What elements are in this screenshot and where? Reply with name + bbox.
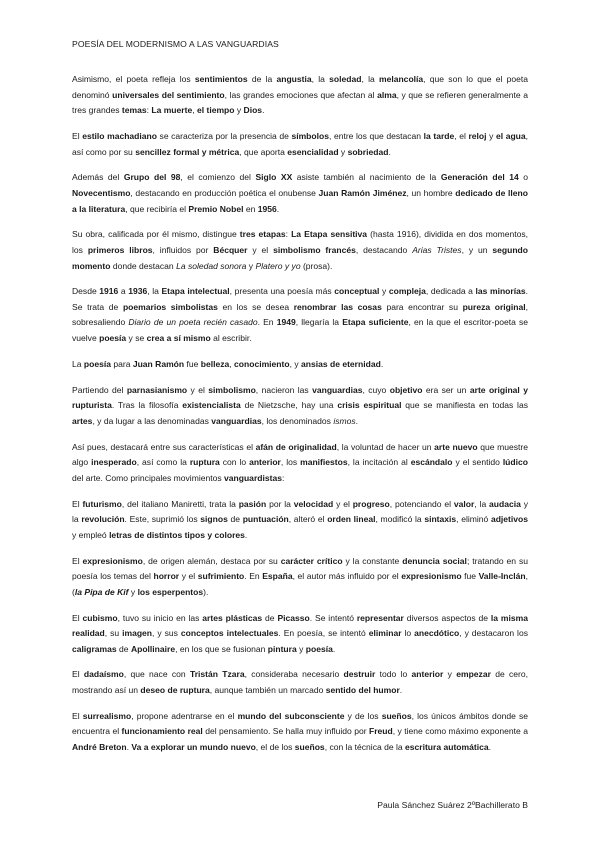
bold-text: sueños [294,742,325,753]
bold-text: 1956 [257,203,277,214]
bold-text: arte original y rupturista [72,384,528,411]
bold-text: escritura automática [405,742,489,753]
bold-text: progreso [352,498,390,509]
bold-text: audacia [489,498,521,509]
bold-text: España [262,571,293,582]
bold-text: soledad [329,74,362,84]
text-run: , entre los que destacan [328,130,424,141]
bold-text: 1949 [276,317,296,328]
text-run: . En [244,571,263,582]
bold-text: denuncia social [402,555,467,566]
text-run: en los se desea [217,301,294,312]
page-footer-author: Paula Sánchez Suárez 2ºBachillerato B [377,800,528,810]
text-run: , el de los [255,742,295,753]
text-run: , con la técnica de la [324,742,405,753]
bold-text: pintura [267,643,297,654]
text-run: , presenta una poesía más [229,286,335,297]
text-run: de [262,612,278,623]
text-run: , la [147,286,162,297]
bold-text: valor [453,498,475,509]
text-run: , destacando [355,244,413,255]
text-run: , aunque también un marcado [209,685,326,696]
bold-text: Juan Ramón Jiménez [318,187,407,198]
bold-text: el agua [495,130,526,141]
bold-text: primeros libros [87,244,153,255]
text-run: . En poesía, se intentó [278,628,369,639]
text-run: asiste también al nacimiento de la [292,172,441,183]
bold-text: Generación del 14 [440,172,519,183]
bold-text: velocidad [293,498,334,509]
text-run: Además del [72,172,124,183]
bold-text: afán de originalidad [255,441,337,452]
bold-text: 1916 [99,286,119,297]
text-run: por la [266,498,294,509]
text-run: , alteró el [288,514,328,525]
bold-text: las minorías [475,286,526,297]
bold-text: objetivo [389,384,423,395]
bold-text: surrealismo [82,710,132,721]
bold-text: funcionamiento real [121,726,203,737]
text-run: , [192,105,197,116]
bold-text: mundo nuevo [199,742,256,753]
bold-text: sobriedad [347,146,389,157]
bold-text: Juan Ramón [132,358,185,369]
text-run: . [244,529,248,540]
text-run: Su obra, calificada por él mismo, distingue [72,229,240,240]
italic-text: ismos [333,415,356,426]
bold-text: crea a sí mismo [146,333,211,344]
bold-text: sufrimiento [197,571,245,582]
bold-text: símbolos [291,130,329,141]
text-run: , y da lugar a las denominadas [92,415,212,426]
paragraph [72,611,528,658]
paragraph [72,227,528,274]
bold-text: Grupo del 98 [123,172,181,183]
text-run: en [243,203,258,214]
text-run: , y tiene como máximo exponente a [392,726,528,737]
bold-text: los esperpentos [137,586,204,597]
text-run: o [518,172,529,183]
text-run: de [116,643,131,654]
text-run: El [72,669,84,680]
text-run: Partiendo del [72,384,127,395]
text-run: , así como por su [72,130,529,157]
bold-text: puntuación [242,514,289,525]
text-run: , que nace con [123,669,190,680]
text-run: y la [72,498,529,525]
bold-text: universales del sentimiento [112,89,225,100]
text-run: : [281,472,285,483]
text-run: , que son lo que el poeta denominó [72,74,528,100]
bold-text: Picasso [277,612,310,623]
text-run: para [110,358,133,369]
text-run: se caracteriza por la presencia de [156,130,292,141]
text-run: , los denominados [261,415,334,426]
text-run: del pensamiento. Se halla muy influido por [202,726,369,737]
bold-text: compleja [388,286,426,297]
bold-text: escándalo [410,457,453,468]
bold-text: deseo de ruptura [140,685,210,696]
bold-text: esencialidad [287,146,339,157]
text-run: . [355,415,359,426]
text-run: era ser un [422,384,470,395]
text-run: y la constante [342,555,403,566]
text-run: ). [203,586,209,597]
bold-text: artes plásticas [202,612,263,623]
text-run: , modificó la [375,514,425,525]
text-run: , eliminó [456,514,491,525]
text-run: . [126,742,132,753]
text-run: y el [247,244,274,255]
text-run: , su [104,628,123,639]
bold-text: Etapa suficiente [342,317,409,328]
bold-text: La Etapa sensitiva [291,229,368,240]
text-run: , cuyo [362,384,390,395]
bold-text: 1936 [128,286,148,297]
bold-text: alma [377,89,397,100]
paragraph [72,554,528,601]
text-run: , el comienzo del [180,172,256,183]
bold-text: el tiempo [196,105,235,116]
bold-text: representar [356,612,404,623]
bold-text: vanguardias [312,384,363,395]
text-run: que se manifiesta en todas las [401,400,528,411]
bold-text: anecdótico [414,628,460,639]
text-run: , [229,358,235,369]
text-run: , ( [72,571,528,597]
text-run: El [72,130,83,141]
bold-text: sentido del humor [325,685,400,696]
bold-text: empezar [456,669,491,680]
paragraph [72,440,528,487]
text-run: , los únicos ámbitos donde se encuentra el [72,710,528,737]
text-run: , la [311,74,330,84]
text-run: Asimismo, el poeta refleja los [72,74,195,84]
text-run: , las grandes emociones que afectan al [224,89,378,100]
bold-text: Va a explorar un [131,742,198,753]
italic-text: Diario de un poeta recién casado [128,317,258,328]
paragraph [72,284,528,346]
bold-text: la Pipa de Kif [74,586,129,597]
bold-text: artes [72,415,93,426]
text-run: : [285,229,292,240]
text-run: El [72,498,83,509]
paragraph [72,357,528,373]
text-run: ; tratando en su poesía los temas del [72,555,528,582]
bold-text: carácter crítico [280,555,343,566]
text-run: . [276,203,280,214]
bold-text: ansias de eternidad [301,358,381,369]
bold-text: revolución [81,514,125,525]
text-run: al escribir. [210,333,252,344]
text-run: , la incitación al [347,457,411,468]
bold-text: Premio Nobel [188,203,244,214]
text-run: y [486,130,496,141]
text-run: a [118,286,129,297]
text-run: , sobresaliendo [72,301,528,328]
text-run: . [262,105,265,116]
text-run: y [379,286,389,297]
text-run: . Este, suprimió los [124,514,201,525]
text-run: , y un [461,244,493,255]
text-run: , llegaría la [295,317,343,328]
text-run: , tuvo su inicio en las [117,612,203,623]
text-run: , propone adentrarse en el [131,710,238,721]
bold-text: reloj [468,130,487,141]
bold-text: dadaísmo [83,669,124,680]
text-run: todo lo [375,669,412,680]
text-run: , en los que se fusionan [175,643,268,654]
bold-text: Apollinaire [130,643,176,654]
bold-text: arte nuevo [434,441,478,452]
text-run: El [72,710,83,721]
text-run: y el [333,498,353,509]
bold-text: imagen [122,628,153,639]
bold-text: segundo momento [72,244,528,271]
text-run: , dedicada a [425,286,476,297]
text-run: , nacieron las [255,384,313,395]
bold-text: temas [121,105,147,116]
bold-text: André Breton [72,742,127,753]
text-run: , de origen alemán, destaca por su [142,555,281,566]
bold-text: sentimientos [194,74,248,84]
bold-text: Etapa intelectual [161,286,230,297]
text-run: (hasta 1916), dividida en dos momentos, los [72,229,528,255]
bold-text: vanguardistas [224,472,282,483]
paragraph [72,709,528,756]
page-header-title: POESÍA DEL MODERNISMO A LAS VANGUARDIAS [72,39,279,49]
italic-text: Arias Tristes [412,244,462,255]
bold-text: orden lineal [327,514,376,525]
text-run: , destacando en producción poética el onubense [130,187,319,198]
text-run: , y sus [152,628,181,639]
text-run: lo [401,628,415,639]
text-run: y empleó [72,529,110,540]
bold-text: signos [200,514,228,525]
text-run: , y destacaron los [459,628,528,639]
text-run: . [380,358,384,369]
text-run: y [338,146,348,157]
bold-text: angustia [276,74,312,84]
text-run: , los [280,457,301,468]
document-body [72,72,528,766]
bold-text: parnasianismo [126,384,188,395]
bold-text: futurismo [82,498,122,509]
italic-text: Platero y yo [255,260,301,271]
bold-text: Freud [369,726,393,737]
text-run: para encontrar su [381,301,463,312]
bold-text: conceptual [334,286,380,297]
bold-text: poesía [305,643,333,654]
text-run: . [399,685,403,696]
bold-text: existencialista [182,400,241,411]
bold-text: crisis espiritual [337,400,402,411]
text-run: y de los [344,710,382,721]
text-run: y el sentido [452,457,503,468]
bold-text: poemarios simbolistas [122,301,218,312]
text-run: que muestre algo [72,441,528,468]
text-run: diversos aspectos de [403,612,491,623]
bold-text: dedicado de lleno a la literatura [72,187,528,214]
text-run: , y [289,358,301,369]
text-run: . En [257,317,277,328]
text-run: . [488,742,491,753]
text-run: , que recibiría el [125,203,189,214]
bold-text: La muerte [151,105,193,116]
bold-text: caligramas [72,643,117,654]
text-run: . Se trata de [72,286,528,312]
text-run: . [332,643,336,654]
text-run: Así pues, destacará entre sus características el [72,441,256,452]
text-run: , un hombre [406,187,456,198]
text-run: y el [187,384,209,395]
bold-text: la misma realidad [72,612,528,639]
bold-text: Bécquer [213,244,248,255]
text-run: y [296,643,306,654]
text-run: de la [247,74,277,84]
bold-text: sueños [381,710,412,721]
paragraph [72,170,528,217]
bold-text: destruir [343,669,376,680]
text-run: El [72,555,83,566]
text-run: Desde [72,286,100,297]
bold-text: Valle-Inclán [478,571,526,582]
text-run: , la [361,74,379,84]
bold-text: adjetivos [490,514,529,525]
italic-text: La soledad sonora [176,260,247,271]
text-run: y [128,586,138,597]
text-run: y se [126,333,147,344]
text-run: , potenciando el [389,498,454,509]
text-run: (prosa). [300,260,333,271]
text-run: . Tras la filosofía [111,400,183,411]
bold-text: manifiestos [300,457,348,468]
text-run: , y que se refieren generalmente a tres grandes [72,89,528,116]
bold-text: ruptura [189,457,220,468]
bold-text: Siglo XX [255,172,293,183]
bold-text: Tristán Tzara [189,669,245,680]
paragraph [72,497,528,544]
text-run: , que aporta [239,146,288,157]
text-run: , consideraba necesario [244,669,344,680]
bold-text: expresionismo [82,555,143,566]
text-run: fue [461,571,479,582]
bold-text: letras de distintos tipos y colores [109,529,245,540]
text-run: , el [454,130,469,141]
bold-text: cubismo [82,612,118,623]
text-run: . [388,146,391,157]
bold-text: eliminar [368,628,402,639]
bold-text: conocimiento [234,358,290,369]
text-run: fue [184,358,201,369]
text-run: y [246,260,256,271]
bold-text: vanguardias [211,415,262,426]
bold-text: mundo del subconsciente [237,710,345,721]
bold-text: expresionismo [401,571,462,582]
text-run: de Nietzsche, hay una [240,400,338,411]
bold-text: anterior [411,669,444,680]
text-run: y el [179,571,198,582]
text-run: . Se intentó [309,612,357,623]
paragraph [72,129,528,160]
bold-text: pureza original [462,301,526,312]
bold-text: inesperado [91,457,137,468]
text-run: , la voluntad de hacer un [336,441,435,452]
bold-text: renombrar las cosas [293,301,382,312]
paragraph [72,72,528,119]
bold-text: belleza [200,358,230,369]
bold-text: poesía [99,333,127,344]
bold-text: pasión [238,498,267,509]
paragraph [72,383,528,430]
bold-text: lúdico [502,457,528,468]
text-run: La [72,358,84,369]
text-run: con lo [219,457,250,468]
bold-text: estilo machadiano [82,130,157,141]
text-run: del arte. Como principales movimientos [72,472,225,483]
bold-text: horror [153,571,180,582]
bold-text: tres etapas [239,229,286,240]
bold-text: anterior [249,457,281,468]
text-run: : [146,105,152,116]
text-run: y [443,669,457,680]
text-run: , así como la [136,457,190,468]
text-run: , en la que el escritor-poeta se vuelve [72,317,529,344]
text-run: donde destacan [110,260,177,271]
bold-text: conceptos intelectuales [180,628,279,639]
text-run: de [227,514,243,525]
text-run: , del italiano Maniretti, trata la [121,498,239,509]
text-run: , la [474,498,490,509]
bold-text: Novecentismo [72,187,131,198]
text-run: , influidos por [152,244,214,255]
text-run: de cero, mostrando así un [72,669,529,696]
text-run: El [72,612,83,623]
text-run: y [234,105,244,116]
bold-text: poesía [83,358,111,369]
bold-text: sencillez formal y métrica [135,146,240,157]
text-run: , el autor más influido por el [292,571,402,582]
paragraph [72,667,528,698]
bold-text: melancolía [378,74,424,84]
bold-text: Dios [243,105,263,116]
bold-text: simbolismo francés [273,244,356,255]
bold-text: sintaxis [424,514,457,525]
bold-text: la tarde [423,130,455,141]
bold-text: simbolismo [208,384,256,395]
